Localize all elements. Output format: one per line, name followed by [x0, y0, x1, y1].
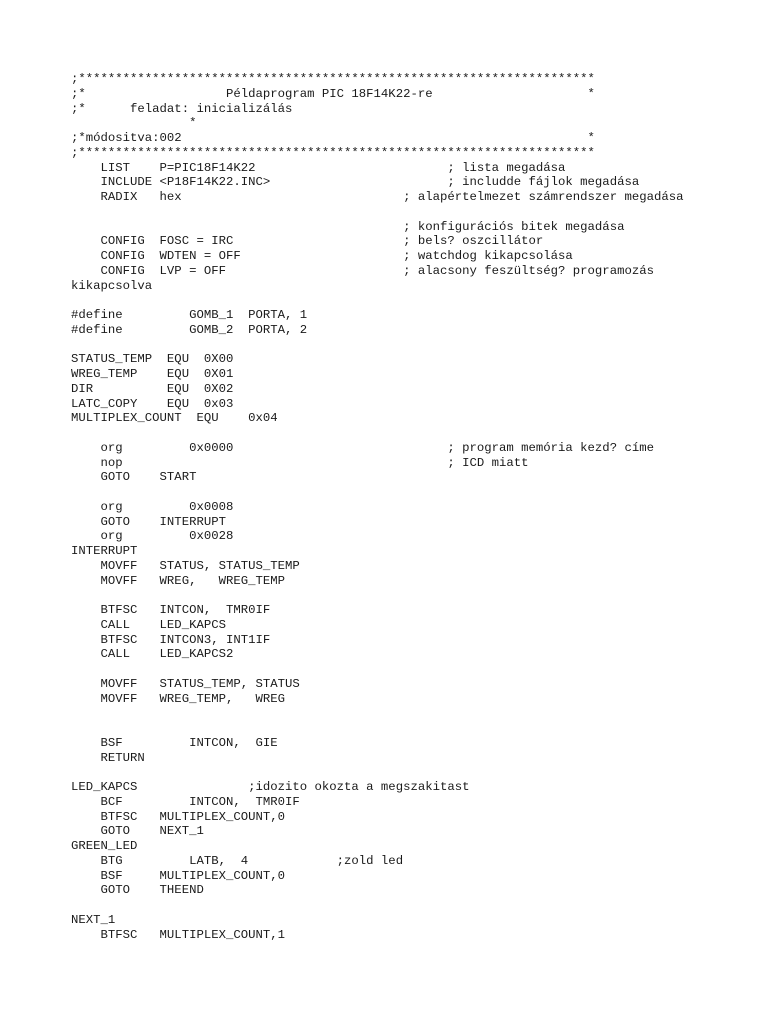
code-line: GOTO NEXT_1	[71, 824, 204, 839]
code-line: DIR EQU 0X02	[71, 381, 234, 396]
code-line: ;*módositva:002 *	[71, 131, 595, 145]
code-line: CONFIG FOSC = IRC ; bels? oszcillátor	[71, 234, 544, 249]
code-line: BTFSC INTCON, TMR0IF	[71, 603, 271, 617]
code-line: BTFSC MULTIPLEX_COUNT,0	[71, 809, 286, 824]
code-line: LED_KAPCS ;idozito okozta a megszakitast	[71, 780, 470, 794]
code-line: ; konfigurációs bitek megadása	[71, 219, 625, 234]
code-line	[71, 765, 751, 780]
code-line: *	[71, 116, 197, 131]
code-listing	[71, 72, 751, 942]
code-line	[71, 293, 751, 308]
code-line: MOVFF STATUS_TEMP, STATUS	[71, 676, 300, 691]
code-line: LATC_COPY EQU 0x03	[71, 396, 234, 411]
code-line	[71, 706, 751, 721]
code-line: MOVFF WREG_TEMP, WREG	[71, 691, 286, 706]
code-line: BSF MULTIPLEX_COUNT,0	[71, 868, 286, 883]
code-line: CONFIG LVP = OFF ; alacsony feszültség? programozás	[71, 263, 654, 278]
code-line: CONFIG WDTEN = OFF ; watchdog kikapcsolása	[71, 249, 573, 263]
code-line	[71, 426, 751, 441]
code-line: LIST P=PIC18F14K22 ; lista megadása	[71, 160, 566, 175]
code-line: RETURN	[71, 750, 145, 765]
code-line: BSF INTCON, GIE	[71, 735, 278, 750]
code-line	[71, 898, 751, 913]
code-line: MULTIPLEX_COUNT EQU 0x04	[71, 411, 278, 426]
code-line: nop ; ICD miatt	[71, 455, 529, 470]
code-line: CALL LED_KAPCS	[71, 617, 226, 632]
code-line: org 0x0008	[71, 499, 234, 514]
code-line: STATUS_TEMP EQU 0X00	[71, 352, 234, 367]
code-line: MOVFF STATUS, STATUS_TEMP	[71, 558, 300, 573]
code-line: BTFSC INTCON3, INT1IF	[71, 632, 271, 647]
code-line	[71, 588, 751, 603]
code-line: kikapcsolva	[71, 278, 153, 293]
code-line: RADIX hex ; alapértelmezet számrendszer megadása	[71, 190, 684, 204]
code-line: ;**********************************************************************	[71, 72, 595, 86]
code-line	[71, 662, 751, 677]
code-line: BTFSC MULTIPLEX_COUNT,1	[71, 927, 286, 942]
code-line: GOTO INTERRUPT	[71, 514, 226, 529]
code-line: INCLUDE <P18F14K22.INC> ; includde fájlok megadása	[71, 175, 640, 190]
code-line: GOTO THEEND	[71, 883, 204, 898]
code-line: BTG LATB, 4 ;zold led	[71, 853, 404, 868]
code-line	[71, 485, 751, 500]
code-line: org 0x0000 ; program memória kezd? címe	[71, 440, 654, 455]
code-line: #define GOMB_2 PORTA, 2	[71, 322, 308, 337]
code-line	[71, 721, 751, 736]
code-line: NEXT_1	[71, 912, 116, 927]
code-line: ;**********************************************************************	[71, 145, 595, 160]
code-line: ;* feladat: inicializálás	[71, 101, 293, 116]
code-line: BCF INTCON, TMR0IF	[71, 794, 300, 809]
code-line: GREEN_LED	[71, 839, 138, 853]
code-line	[71, 205, 751, 220]
code-line: org 0x0028	[71, 529, 234, 544]
code-line: ;* Példaprogram PIC 18F14K22-re *	[71, 86, 595, 101]
code-line	[71, 338, 751, 353]
code-line: GOTO START	[71, 470, 197, 485]
code-line: INTERRUPT	[71, 544, 138, 558]
code-line: CALL LED_KAPCS2	[71, 647, 234, 662]
code-line: WREG_TEMP EQU 0X01	[71, 367, 234, 381]
code-line: #define GOMB_1 PORTA, 1	[71, 308, 308, 322]
code-line: MOVFF WREG, WREG_TEMP	[71, 573, 286, 588]
